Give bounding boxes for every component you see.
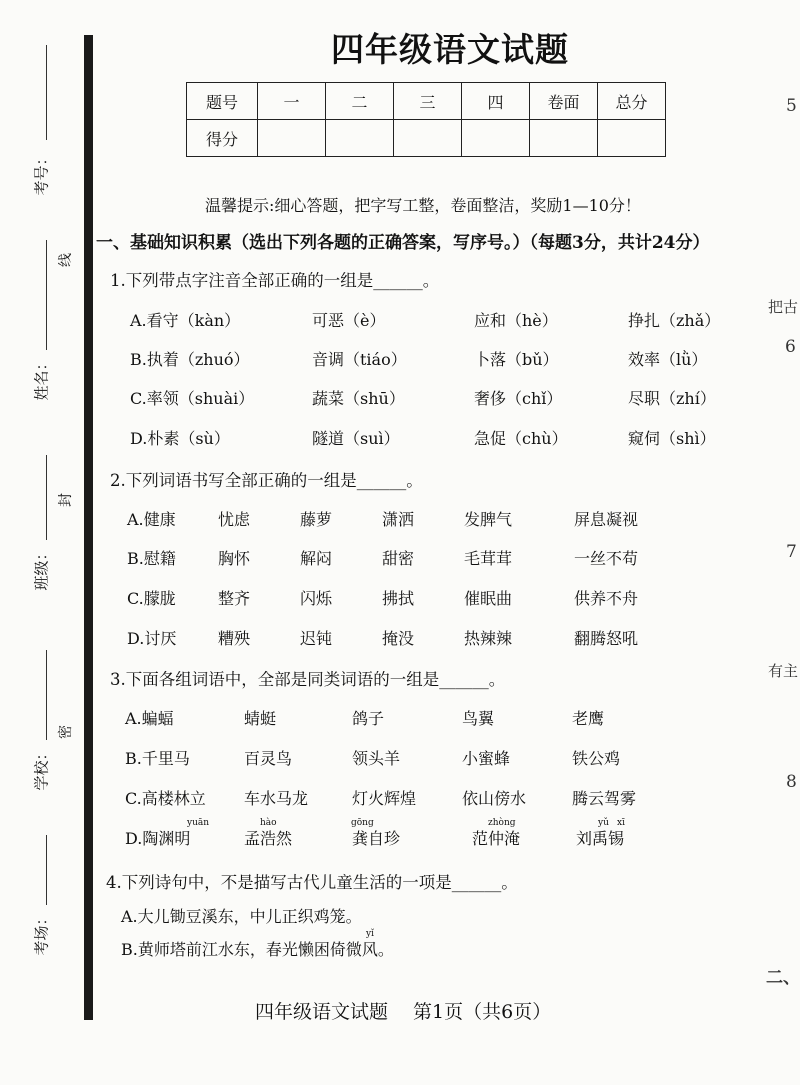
q2-option: 闪烁 — [300, 589, 333, 608]
score-cell[interactable] — [394, 120, 462, 157]
q2-option: 忧虑 — [218, 510, 251, 529]
reminder-tip: 温馨提示:细心答题，把字写工整，卷面整洁，奖励1—10分！ — [205, 196, 641, 215]
adjacent-page-fragment: 7 — [786, 542, 797, 562]
pinyin-annotation: xī — [617, 818, 625, 828]
q3-option: B.千里马 — [125, 749, 190, 768]
page-footer: 四年级语文试题 第1页（共6页） — [255, 1001, 552, 1023]
section-1-heading: 一、基础知识积累（选出下列各题的正确答案，写序号。）（每题3分，共计24分） — [96, 233, 710, 253]
question-2-stem: 2.下列词语书写全部正确的一组是______。 — [110, 471, 423, 490]
pinyin-annotation: hào — [260, 818, 277, 828]
q3-option: 灯火辉煌 — [352, 789, 417, 808]
q3-option: 领头羊 — [352, 749, 401, 768]
q3-option: C.高楼林立 — [125, 789, 206, 808]
score-header-cell: 题号 — [187, 83, 258, 120]
q2-option: 发脾气 — [464, 510, 513, 529]
binding-line — [46, 650, 47, 740]
q1-option: A.看守（kàn） — [130, 311, 241, 330]
q3-option: 龚自珍 — [352, 829, 401, 848]
score-table — [186, 82, 666, 157]
score-header-cell: 三 — [394, 83, 462, 120]
score-cell[interactable] — [598, 120, 666, 157]
binding-label-exam-room: 考场： — [32, 910, 51, 956]
binding-label-class: 班级： — [32, 545, 51, 591]
question-4-stem: 4.下列诗句中，不是描写古代儿童生活的一项是______。 — [106, 873, 518, 892]
pinyin-annotation: gōng — [351, 818, 374, 828]
pinyin-annotation: yǔ — [598, 818, 609, 828]
binding-label-name: 姓名： — [32, 355, 51, 401]
q3-option: 依山傍水 — [462, 789, 527, 808]
page-title: 四年级语文试题 — [331, 30, 569, 69]
adjacent-page-fragment: 二、 — [766, 968, 800, 988]
q4-option: B.黄师塔前江水东，春光懒困倚微风。 — [121, 940, 394, 959]
q1-option: 音调（tiáo） — [312, 350, 407, 369]
q2-option: 屏息凝视 — [574, 510, 639, 529]
binding-line — [46, 45, 47, 140]
binding-line — [46, 455, 47, 540]
q3-option: 范仲淹 — [472, 829, 521, 848]
q3-option: 小蜜蜂 — [462, 749, 511, 768]
adjacent-page-fragment: 8 — [786, 772, 797, 792]
q2-option: 热辣辣 — [464, 629, 513, 648]
q2-option: D.讨厌 — [127, 629, 177, 648]
q3-option: 刘禹锡 — [576, 829, 625, 848]
q3-option: A.蝙蝠 — [125, 709, 174, 728]
adjacent-page-fragment: 6 — [785, 337, 796, 357]
q2-option: 甜密 — [382, 549, 415, 568]
q3-option: 车水马龙 — [244, 789, 309, 808]
question-3-stem: 3.下面各组词语中，全部是同类词语的一组是______。 — [110, 670, 506, 689]
binding-line — [46, 240, 47, 350]
q1-option: 奢侈（chǐ） — [474, 389, 563, 408]
pinyin-annotation: yuān — [187, 818, 210, 828]
question-1-stem: 1.下列带点字注音全部正确的一组是______。 — [110, 271, 440, 290]
q1-option: 蔬菜（shū） — [312, 389, 405, 408]
score-table-header-row — [187, 83, 666, 120]
seal-mark-line: 线 — [58, 253, 74, 267]
q1-option: 应和（hè） — [474, 311, 558, 330]
score-cell[interactable] — [258, 120, 326, 157]
adjacent-page-fragment: 把古 — [768, 298, 799, 316]
q1-option: D.朴素（sù） — [130, 429, 230, 448]
q2-option: 整齐 — [218, 589, 251, 608]
q3-option: 铁公鸡 — [572, 749, 621, 768]
seal-mark-seal: 封 — [58, 493, 74, 507]
q3-option: 蜻蜓 — [244, 709, 277, 728]
score-header-cell: 一 — [258, 83, 326, 120]
pinyin-annotation: yǐ — [366, 929, 374, 939]
q2-option: 糟殃 — [218, 629, 251, 648]
q3-option: 百灵鸟 — [244, 749, 293, 768]
q2-option: 一丝不苟 — [574, 549, 639, 568]
q2-option: 毛茸茸 — [464, 549, 513, 568]
adjacent-page-fragment: 有主 — [768, 662, 799, 680]
binding-bar — [84, 35, 93, 1020]
q1-option: 挣扎（zhǎ） — [628, 311, 721, 330]
score-cell[interactable] — [530, 120, 598, 157]
q2-option: 胸怀 — [218, 549, 251, 568]
score-header-cell: 四 — [462, 83, 530, 120]
q4-option: A.大儿锄豆溪东，中儿正织鸡笼。 — [121, 907, 362, 926]
q1-option: 效率（lǜ） — [628, 350, 708, 369]
q3-option: 鸟翼 — [462, 709, 495, 728]
score-row-label: 得分 — [187, 120, 258, 157]
pinyin-annotation: zhòng — [488, 818, 516, 828]
q2-option: 藤萝 — [300, 510, 333, 529]
q2-option: C.朦胧 — [127, 589, 176, 608]
q2-option: B.慰籍 — [127, 549, 176, 568]
q2-option: 催眠曲 — [464, 589, 513, 608]
q2-option: 翻腾怒吼 — [574, 629, 639, 648]
q2-option: A.健康 — [127, 510, 176, 529]
q2-option: 迟钝 — [300, 629, 333, 648]
score-header-cell: 卷面 — [530, 83, 598, 120]
score-header-cell: 总分 — [598, 83, 666, 120]
seal-mark-close: 密 — [58, 725, 74, 739]
q2-option: 潇洒 — [382, 510, 415, 529]
binding-label-school: 学校： — [32, 745, 51, 791]
score-header-cell: 二 — [326, 83, 394, 120]
q1-option: 可恶（è） — [312, 311, 386, 330]
q2-option: 拂拭 — [382, 589, 415, 608]
q1-option: 卜落（bǔ） — [474, 350, 559, 369]
q3-option: 腾云驾雾 — [572, 789, 637, 808]
score-cell[interactable] — [462, 120, 530, 157]
binding-line — [46, 835, 47, 905]
q2-option: 解闷 — [300, 549, 333, 568]
binding-label-exam-number: 考号： — [32, 150, 51, 196]
q3-option: D.陶渊明 — [125, 829, 191, 848]
q3-option: 老鹰 — [572, 709, 605, 728]
q2-option: 供养不舟 — [574, 589, 639, 608]
q1-option: 尽职（zhí） — [628, 389, 716, 408]
q3-option: 鸽子 — [352, 709, 385, 728]
q3-option: 孟浩然 — [244, 829, 293, 848]
q1-option: C.率领（shuài） — [130, 389, 255, 408]
q1-option: 窥伺（shì） — [628, 429, 716, 448]
q2-option: 掩没 — [382, 629, 415, 648]
q1-option: 隧道（suì） — [312, 429, 400, 448]
score-table-score-row — [187, 120, 666, 157]
q1-option: 急促（chù） — [474, 429, 568, 448]
score-cell[interactable] — [326, 120, 394, 157]
adjacent-page-fragment: 5 — [786, 96, 797, 116]
q1-option: B.执着（zhuó） — [130, 350, 250, 369]
